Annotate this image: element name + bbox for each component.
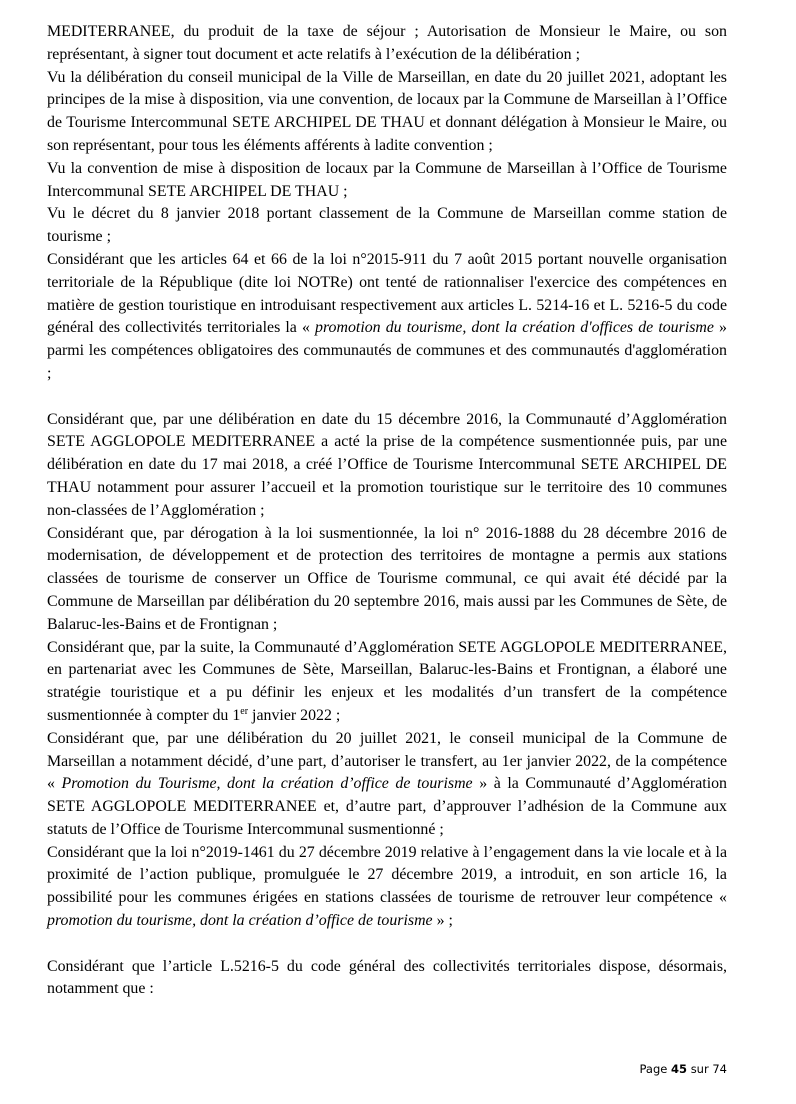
paragraph [47,842,727,933]
text-segment: Considérant que, par la suite, la Communauté d’Agglomération SETE AGGLOPOLE MEDITERRANEE, en partenariat avec les Communes de Sète, Marseillan, Balaruc-les-Bains et Frontignan, a élaboré une stratégie touristique et a pu définir les enjeux et les modalités d’un transfert de la compétence susmentionnée à compter du 1 [47,638,727,724]
paragraph [47,956,727,1002]
text-segment: Considérant que les articles 64 et 66 de la loi n°2015-911 du 7 août 2015 portant nouvelle organisation territoriale de la République (dite loi NOTRe) ont tenté de rationnaliser l'exercice des compétences en matière de gestion touristique en introduisant respectivement aux articles L. 5214-16 et L. 5216-5 du code général des collectivités territoriales la « [47,250,727,337]
text-segment: Vu le décret du 8 janvier 2018 portant classement de la Commune de Marseillan comme station de tourisme ; [47,205,727,246]
document-body [47,21,727,1001]
italic-text: Promotion du Tourisme, dont la création d’office de tourisme [61,775,473,793]
paragraph [47,67,727,158]
text-segment: » parmi les compétences obligatoires des communautés de communes et des communautés d'agglomération ; [47,319,728,382]
text-segment: » ; [432,912,453,930]
paragraph [47,523,727,637]
paragraph [47,728,727,842]
page-total: 74 [712,1062,727,1076]
paragraph [47,409,727,523]
text-segment: » à la Communauté d’Agglomération SETE AGGLOPOLE MEDITERRANEE et, d’autre part, d’approuver l’adhésion de la Commune aux statuts de l’Office de Tourisme Intercommunal susmentionné ; [47,775,727,838]
paragraph [47,21,727,67]
page-separator: sur [690,1062,709,1076]
text-segment: Considérant que, par dérogation à la loi susmentionnée, la loi n° 2016-1888 du 28 décembre 2016 de modernisation, de développement et de protection des territoires de montagne a permis aux stations classées de tourisme de conserver un Office de Tourisme communal, ce qui avait été décidé par la Commune de Marseillan par délibération du 20 septembre 2016, mais aussi par les Communes de Sète, de Balaruc-les-Bains et de Frontignan ; [47,524,727,633]
text-segment: MEDITERRANEE, du produit de la taxe de séjour ; Autorisation de Monsieur le Maire, ou son représentant, à signer tout document et acte relatifs à l’exécution de la délibération ; [47,23,727,63]
blank-line [47,933,727,956]
text-segment: Vu la délibération du conseil municipal de la Ville de Marseillan, en date du 20 juillet 2021, adoptant les principes de la mise à disposition, via une convention, de locaux par la Commune de Marseillan à l’Office de Tourisme Intercommunal SETE ARCHIPEL DE THAU et donnant délégation à Monsieur le Maire, ou son représentant, pour tous les éléments afférents à ladite convention ; [47,68,727,154]
page-current: 45 [671,1062,688,1076]
italic-text: promotion du tourisme, dont la création d'offices de tourisme [315,319,714,337]
superscript-text: er [240,705,249,717]
text-segment: Considérant que, par une délibération en date du 15 décembre 2016, la Communauté d’Agglomération SETE AGGLOPOLE MEDITERRANEE a acté la prise de la compétence susmentionnée puis, par une délibération en date du 17 mai 2018, a créé l’Office de Tourisme Intercommunal SETE ARCHIPEL DE THAU notamment pour assurer l’accueil et la promotion touristique sur le territoire des 10 communes non-classées de l’Agglomération ; [47,410,727,519]
text-segment: janvier 2022 ; [248,706,341,724]
paragraph [47,203,727,249]
text-segment: Considérant que, par une délibération du 20 juillet 2021, le conseil municipal de la Commune de Marseillan a notamment décidé, d’une part, d’autoriser le transfert, au 1er janvier 2022, de la compétence « [47,729,727,793]
blank-line [47,386,727,409]
page-prefix: Page [639,1062,668,1076]
text-segment: Considérant que l’article L.5216-5 du code général des collectivités territoriales dispose, désormais, notamment que : [47,957,727,998]
page-number [640,1062,727,1076]
italic-text: promotion du tourisme, dont la création d’office de tourisme [47,912,433,930]
text-segment: Vu la convention de mise à disposition de locaux par la Commune de Marseillan à l’Office de Tourisme Intercommunal SETE ARCHIPEL DE THAU ; [47,159,727,200]
text-segment: Considérant que la loi n°2019-1461 du 27 décembre 2019 relative à l’engagement dans la vie locale et à la proximité de l’action publique, promulguée le 27 décembre 2019, a introduit, en son article 16, la possibilité pour les communes érigées en stations classées de tourisme de retrouver leur compétence « [47,843,727,907]
paragraph [47,637,727,728]
paragraph [47,249,727,386]
paragraph [47,158,727,204]
